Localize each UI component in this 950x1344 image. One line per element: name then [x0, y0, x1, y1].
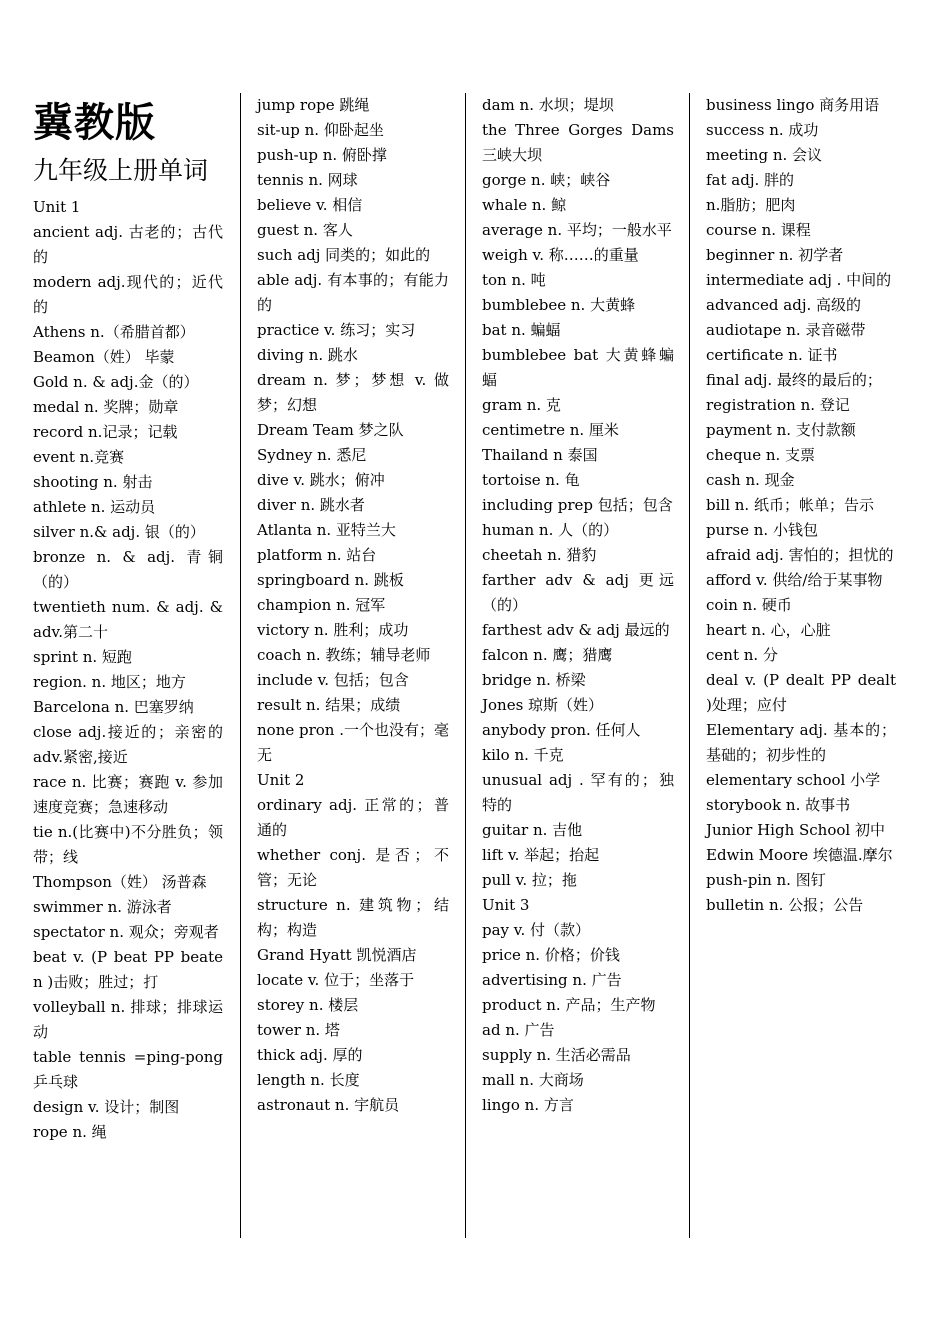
- vocab-entry: event n.竞赛: [33, 448, 125, 466]
- vocab-entry: ordinary adj. 正常的；普通的: [257, 796, 449, 839]
- vocab-entry: push-up n. 俯卧撑: [257, 146, 387, 164]
- column-1: [33, 93, 223, 1145]
- vocab-entry: ton n. 吨: [482, 271, 546, 289]
- vocab-entry: coach n. 教练；辅导老师: [257, 646, 431, 664]
- vocab-entry: region. n. 地区；地方: [33, 673, 186, 691]
- vocab-entry: Atlanta n. 亚特兰大: [257, 521, 396, 539]
- vocab-entry: Edwin Moore 埃德温.摩尔: [706, 846, 893, 864]
- vocab-entry: kilo n. 千克: [482, 746, 564, 764]
- vocab-entry: table tennis =ping-pong乒乓球: [33, 1048, 223, 1091]
- vocab-entry: Unit 3: [482, 896, 530, 914]
- vocab-entry: storey n. 楼层: [257, 996, 359, 1014]
- vocab-entry: guest n. 客人: [257, 221, 353, 239]
- vocab-entry: record n.记录；记载: [33, 423, 178, 441]
- vocab-entry: bumblebee bat 大黄蜂蝙蝠: [482, 346, 674, 389]
- vocab-entry: Barcelona n. 巴塞罗纳: [33, 698, 194, 716]
- vocab-entry: elementary school 小学: [706, 771, 881, 789]
- vocab-entry: springboard n. 跳板: [257, 571, 404, 589]
- vocab-entry: cent n. 分: [706, 646, 778, 664]
- vocab-entry: rope n. 绳: [33, 1123, 107, 1141]
- vocab-list: [257, 93, 449, 1118]
- vocab-entry: tortoise n. 龟: [482, 471, 580, 489]
- vocab-entry: lingo n. 方言: [482, 1096, 574, 1114]
- column-divider: [465, 93, 466, 1238]
- vocab-entry: the Three Gorges Dams 三峡大坝: [482, 121, 674, 164]
- vocab-entry: silver n.& adj. 银（的）: [33, 523, 205, 541]
- vocab-entry: weigh v. 称……的重量: [482, 246, 639, 264]
- vocab-entry: such adj 同类的；如此的: [257, 246, 431, 264]
- vocab-entry: beat v. (P beat PP beaten )击败；胜过；打: [33, 948, 223, 991]
- vocab-entry: athlete n. 运动员: [33, 498, 156, 516]
- vocab-entry: business lingo 商务用语: [706, 96, 880, 114]
- vocab-entry: Unit 1: [33, 198, 81, 216]
- vocab-entry: practice v. 练习；实习: [257, 321, 416, 339]
- vocab-entry: sit-up n. 仰卧起坐: [257, 121, 384, 139]
- vocab-entry: whether conj. 是否；不管；无论: [257, 846, 449, 889]
- vocab-entry: deal v. (P dealt PP dealt )处理；应付: [706, 671, 896, 714]
- vocab-entry: unusual adj . 罕有的；独特的: [482, 771, 674, 814]
- vocab-entry: thick adj. 厚的: [257, 1046, 363, 1064]
- vocab-entry: shooting n. 射击: [33, 473, 153, 491]
- vocab-entry: volleyball n. 排球；排球运动: [33, 998, 223, 1041]
- vocab-entry: advanced adj. 高级的: [706, 296, 862, 314]
- vocab-entry: ancient adj. 古老的；古代的: [33, 223, 223, 266]
- vocab-entry: spectator n. 观众；旁观者: [33, 923, 219, 941]
- vocab-entry: gram n. 克: [482, 396, 561, 414]
- vocab-entry: tower n. 塔: [257, 1021, 340, 1039]
- vocab-entry: gorge n. 峡；峡谷: [482, 171, 611, 189]
- vocab-entry: Unit 2: [257, 771, 305, 789]
- vocab-entry: bulletin n. 公报；公告: [706, 896, 864, 914]
- vocab-entry: tennis n. 网球: [257, 171, 358, 189]
- column-divider: [240, 93, 241, 1238]
- vocab-entry: fat adj. 胖的: [706, 171, 795, 189]
- vocab-entry: price n. 价格；价钱: [482, 946, 620, 964]
- vocab-entry: dive v. 跳水；俯冲: [257, 471, 385, 489]
- vocab-entry: medal n. 奖牌；勋章: [33, 398, 179, 416]
- vocab-entry: pull v. 拉；拖: [482, 871, 577, 889]
- vocab-entry: Elementary adj. 基本的；基础的；初步性的: [706, 721, 896, 764]
- document-subtitle: 九年级上册单词: [33, 156, 209, 185]
- vocab-entry: Grand Hyatt 凯悦酒店: [257, 946, 417, 964]
- vocab-entry: farther adv & adj 更远（的）: [482, 571, 674, 614]
- vocab-entry: astronaut n. 宇航员: [257, 1096, 400, 1114]
- vocab-entry: swimmer n. 游泳者: [33, 898, 172, 916]
- column-2: [257, 93, 449, 1118]
- vocab-entry: intermediate adj . 中间的: [706, 271, 892, 289]
- vocab-entry: product n. 产品；生产物: [482, 996, 656, 1014]
- column-divider: [689, 93, 690, 1238]
- vocab-entry: twentieth num. & adj. & adv.第二十: [33, 598, 223, 641]
- vocab-entry: Gold n. & adj.金（的）: [33, 373, 199, 391]
- vocab-entry: afford v. 供给/给于某事物: [706, 571, 883, 589]
- vocab-entry: beginner n. 初学者: [706, 246, 844, 264]
- vocab-entry: audiotape n. 录音磁带: [706, 321, 866, 339]
- vocab-entry: jump rope 跳绳: [257, 96, 370, 114]
- vocab-entry: believe v. 相信: [257, 196, 363, 214]
- vocab-entry: dream n. 梦；梦想 v. 做梦；幻想: [257, 371, 449, 414]
- column-4: [706, 93, 896, 918]
- vocab-entry: whale n. 鲸: [482, 196, 567, 214]
- vocab-entry: afraid adj. 害怕的；担忧的: [706, 546, 894, 564]
- vocab-entry: none pron .一个也没有；毫无: [257, 721, 449, 764]
- vocab-entry: diver n. 跳水者: [257, 496, 365, 514]
- vocab-entry: bat n. 蝙蝠: [482, 321, 561, 339]
- vocab-entry: ad n. 广告: [482, 1021, 555, 1039]
- vocab-entry: Beamon（姓） 毕蒙: [33, 348, 175, 366]
- vocab-entry: payment n. 支付款额: [706, 421, 856, 439]
- vocab-entry: modern adj.现代的；近代的: [33, 273, 223, 316]
- vocab-entry: course n. 课程: [706, 221, 811, 239]
- vocab-entry: bronze n. & adj. 青铜（的）: [33, 548, 223, 591]
- vocab-entry: storybook n. 故事书: [706, 796, 851, 814]
- vocab-entry: success n. 成功: [706, 121, 819, 139]
- vocab-entry: Dream Team 梦之队: [257, 421, 404, 439]
- vocab-entry: cheetah n. 猎豹: [482, 546, 597, 564]
- vocab-entry: able adj. 有本事的；有能力的: [257, 271, 449, 314]
- vocab-entry: design v. 设计；制图: [33, 1098, 180, 1116]
- vocab-entry: human n. 人（的）: [482, 521, 619, 539]
- vocab-entry: Sydney n. 悉尼: [257, 446, 367, 464]
- vocab-entry: platform n. 站台: [257, 546, 377, 564]
- vocab-entry: pay v. 付（款）: [482, 921, 591, 939]
- vocab-entry: mall n. 大商场: [482, 1071, 584, 1089]
- document-title: 冀教版: [33, 99, 156, 146]
- column-3: [482, 93, 674, 1118]
- vocab-entry: certificate n. 证书: [706, 346, 838, 364]
- vocab-entry: push-pin n. 图钉: [706, 871, 826, 889]
- vocab-list: [33, 195, 223, 1145]
- vocab-entry: coin n. 硬币: [706, 596, 792, 614]
- vocab-entry: structure n. 建筑物；结构；构造: [257, 896, 449, 939]
- vocab-entry: diving n. 跳水: [257, 346, 358, 364]
- vocab-entry: cheque n. 支票: [706, 446, 816, 464]
- vocab-entry: race n. 比赛；赛跑 v. 参加速度竞赛；急速移动: [33, 773, 223, 816]
- vocab-entry: farthest adv & adj 最远的: [482, 621, 670, 639]
- vocab-list: [482, 93, 674, 1118]
- vocab-entry: cash n. 现金: [706, 471, 795, 489]
- vocab-entry: average n. 平均；一般水平: [482, 221, 672, 239]
- vocab-entry: purse n. 小钱包: [706, 521, 818, 539]
- vocab-entry: centimetre n. 厘米: [482, 421, 619, 439]
- vocab-entry: include v. 包括；包含: [257, 671, 409, 689]
- vocab-entry: Thailand n 泰国: [482, 446, 598, 464]
- vocab-entry: length n. 长度: [257, 1071, 360, 1089]
- vocab-entry: Athens n.（希腊首都）: [33, 323, 195, 341]
- vocab-entry: heart n. 心，心脏: [706, 621, 831, 639]
- vocab-entry: bridge n. 桥梁: [482, 671, 586, 689]
- vocab-entry: Thompson（姓） 汤普森: [33, 873, 207, 891]
- vocab-entry: dam n. 水坝；堤坝: [482, 96, 614, 114]
- vocab-entry: bill n. 纸币；帐单；告示: [706, 496, 874, 514]
- vocab-entry: including prep 包括；包含: [482, 496, 673, 514]
- vocab-entry: falcon n. 鹰；猎鹰: [482, 646, 613, 664]
- vocab-entry: registration n. 登记: [706, 396, 850, 414]
- vocab-entry: supply n. 生活必需品: [482, 1046, 631, 1064]
- vocab-entry: advertising n. 广告: [482, 971, 622, 989]
- vocab-entry: Junior High School 初中: [706, 821, 885, 839]
- vocab-entry: anybody pron. 任何人: [482, 721, 641, 739]
- vocab-entry: close adj.接近的；亲密的 adv.紧密,接近: [33, 723, 223, 766]
- vocab-list: [706, 93, 896, 918]
- vocab-entry: guitar n. 吉他: [482, 821, 583, 839]
- vocab-entry: bumblebee n. 大黄蜂: [482, 296, 636, 314]
- vocab-entry: locate v. 位于；坐落于: [257, 971, 415, 989]
- vocab-entry: victory n. 胜利；成功: [257, 621, 409, 639]
- vocab-entry: lift v. 举起；抬起: [482, 846, 600, 864]
- vocab-entry: meeting n. 会议: [706, 146, 823, 164]
- vocab-entry: Jones 琼斯（姓）: [482, 696, 604, 714]
- vocab-entry: sprint n. 短跑: [33, 648, 132, 666]
- vocab-entry: champion n. 冠军: [257, 596, 386, 614]
- vocab-entry: result n. 结果；成绩: [257, 696, 401, 714]
- vocab-entry: tie n.(比赛中)不分胜负；领带；线: [33, 823, 223, 866]
- vocab-entry: n.脂肪；肥肉: [706, 196, 796, 214]
- vocab-entry: final adj. 最终的最后的；: [706, 371, 882, 389]
